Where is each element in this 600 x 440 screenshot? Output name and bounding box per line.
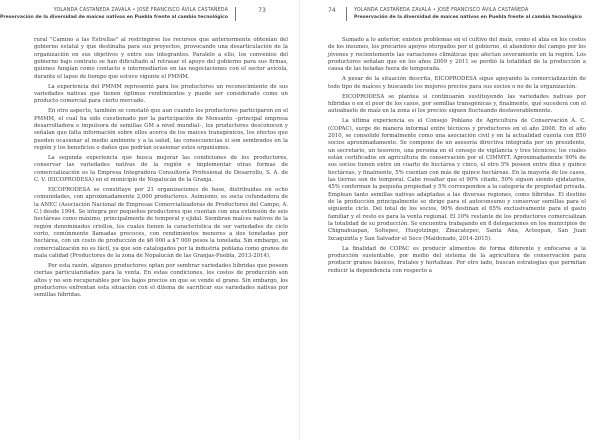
right-paragraph-4: La última experiencia es el Consejo Poblano de Agricultura de Conservación A. C. (COPAC), surge de manera informal entre técnicos y productores en el año 2008. En el año 2010, se consolidó formalmente como una asociación civil y en la actualidad cuenta con 850 socios aproximadamente. Se compone de un asesoría directiva integrada por un presidente, un secretario, un tesorero, una persona en el consejo de vigilancia y tres técnicos; los cuales están certificados en agricultura de conservación por el CIMMYT. Aproximadamente 90% de sus socios tienen entre un cuarto de hectárea y cinco, el otro 5% poseen entre diez y quince hectáreas, y finalmente, 5% cuentan con más de quince hectáreas. En la mayoría de los casos, las tierras son de temporal. Cabe resaltar que el 90% citado, 50% siguen siendo ejidatarios, 45% conforman la pequeña propiedad y 5% corresponden a la categoría de propiedad privada. Emplean tanto semillas nativas adaptadas a las diversas regiones, como híbridas. El destino de la producción principalmente se dirige para el autoconsumo y conservar semillas para el siguiente ciclo. Del total de los socios, 90% destinan el 65% exclusivamente para el gasto familiar y el resto es para la venta regional. El 10% restante de los productores comercializan la totalidad de su producción. Se encuentra trabajando en 8 delegaciones en los municipios de Chignahuapan, Soltepec, Huejotzingo, Zinacatepec, Santa Ana, Acteopan, San Juan Ixcaquixtla y San Salvador el Seco (Maldonado, 2014-2015). [328, 118, 586, 242]
right-paragraph-5: La finalidad de COPAC es producir alimentos de forma diferente y enfocarse a la producción sustentable, por medio del sistema de la agricultura de conservación para producir granos básicos, frutales y hortalizas. Por otro lado, buscan estrategias que permitan reducir la dependencia con respecto a [328, 245, 586, 274]
left-header-authors: YOLANDA CASTAÑEDA ZAVALA • JOSÉ FRANCISCO ÁVILA CASTAÑEDA [53, 8, 228, 13]
right-paragraph-1: Sumado a lo anterior, existen problemas en el cultivo del maíz, como el alza en los costos de los insumos, los precarios apoyos otorgados por el gobierno, el abandono del campo por los jóvenes y recientemente las variaciones climáticas que afectan severamente en la región. Los productores señalan que en los años 2009 y 2011 se perdió la totalidad de la producción a causa de las heladas fuera de temporada. [328, 37, 586, 73]
right-header-divider [346, 7, 347, 21]
right-header-text [354, 7, 582, 21]
left-header-text [0, 7, 228, 21]
left-page-number: 73 [258, 7, 266, 14]
left-running-header [0, 7, 288, 31]
right-paragraph-2: A pesar de la situación descrita, EICOPRODESA sigue apoyando la comercialización de todo tipo de maíces y buscando los mejores precios para sus socios o no de la organización. [328, 76, 586, 90]
left-header-divider [235, 7, 236, 21]
right-header-authors: YOLANDA CASTAÑEDA ZAVALA • JOSÉ FRANCISCO ÁVILA CASTAÑEDA [354, 8, 529, 13]
right-paragraph-3: EICOPRODESA se plantea si continuarán sustituyendo las variedades nativas por híbridas o en el peor de los casos, por semillas transgénicas y, finalmente, qué sucederá con el autoabasto de maíz en la zona si los precios siguen fluctuando desfavorablemente. [328, 93, 586, 115]
right-page-body [328, 37, 586, 436]
right-page [300, 0, 600, 440]
right-running-header [328, 7, 584, 31]
left-paragraph-5: EICOPRODESA se constituye por 21 organizaciones de base, distribuidas en ocho comunidades, con aproximadamente 2,000 productores. Asimismo, es socia cofundadora de la ANEC (Asociación Nacional de Empresas Comercializadoras de Productores del Campo, A. C.) desde 1994. Se integra por pequeños productores que cuentan con una extensión de seis hectáreas como máximo, principalmente de temporal y ejidal. Siembran maíces nativos de la región denominados criollos, los cuales tienen la característica de ser variedades de ciclo corto, comúnmente llamadas precoces, con rendimientos menores a dos toneladas por hectárea, con un costo de producción de $6 000 a $7 000 pesos la tonelada. Sin embargo, su comercialización no es fácil, ya que son catalogados por la industria poblana como granos de mala calidad (Productores de la zona de Nopalucán de las Granjas-Puebla, 2013-2014). [34, 186, 288, 259]
left-header-title: Preservación de la diversidad de maíces nativos en Puebla frente al cambio tecnológico [0, 15, 228, 20]
left-paragraph-6: Por esta razón, algunos productores optan por sembrar variedades híbridas que poseen ciertas particularidades para la venta. En estas condiciones, los costos de producción son altos y no son recuperables por los bajos precios en que se vende el grano. Sin embargo, los productores enfrentan esta situación con el dilema de sacrificar sus variedades nativas por semillas híbridas. [34, 262, 288, 299]
right-header-title: Preservación de la diversidad de maíces nativos en Puebla frente al cambio tecnológico [354, 15, 582, 20]
left-paragraph-1: rural "Camino a las Estrellas" al restringirse los recursos que anteriormente obtenían del gobierno estatal y que destinaba para sus proyectos, provocando una desarticulación de la organización en sus objetivos y entre sus integrantes. Paralelo a ello, los convenios del gobierno bajo contrato se han dificultado al retrasar el apoyo del gobierno para sus firmas, quienes fungían como contacto e intermediarios en las negociaciones con el sector avícola, durante el lapso de tiempo que estuvo vigente el PMMM. [34, 37, 288, 80]
left-paragraph-4: La segunda experiencia que busca mejorar las condiciones de los productores, conservar las variedades nativas de la región e implementar otras formas de comercialización es la Empresa Integradora Consultoría Profesional de Desarrollo, S. A. de C. V. (EICOPRODESA) en el municipio de Nopalucán de la Granja. [34, 154, 288, 183]
left-paragraph-2: La experiencia del PMMM representó para los productores un reconocimiento de sus variedades nativas que tienen óptimos rendimientos y puede ser considerado como un producto comercial para cierto mercado. [34, 83, 288, 105]
left-page-body [34, 37, 288, 436]
right-page-number: 74 [328, 7, 336, 14]
left-paragraph-3: En otro aspecto, también se constató que aun cuando los productores participaron en el PMMM, el cual ha sido cuestionado por la participación de Monsanto –principal empresa desarrolladora e impulsora de semillas GM a nivel mundial–, los productores desconocen y señalan que falta información sobre ellos acerca de los maíces transgénicos, los efectos que pueden ocasionar al medio ambiente y a la salud, las consecuencias si son sembrados en la región y los beneficios o daños que podrían ocasionar estos organismos. [34, 108, 288, 151]
